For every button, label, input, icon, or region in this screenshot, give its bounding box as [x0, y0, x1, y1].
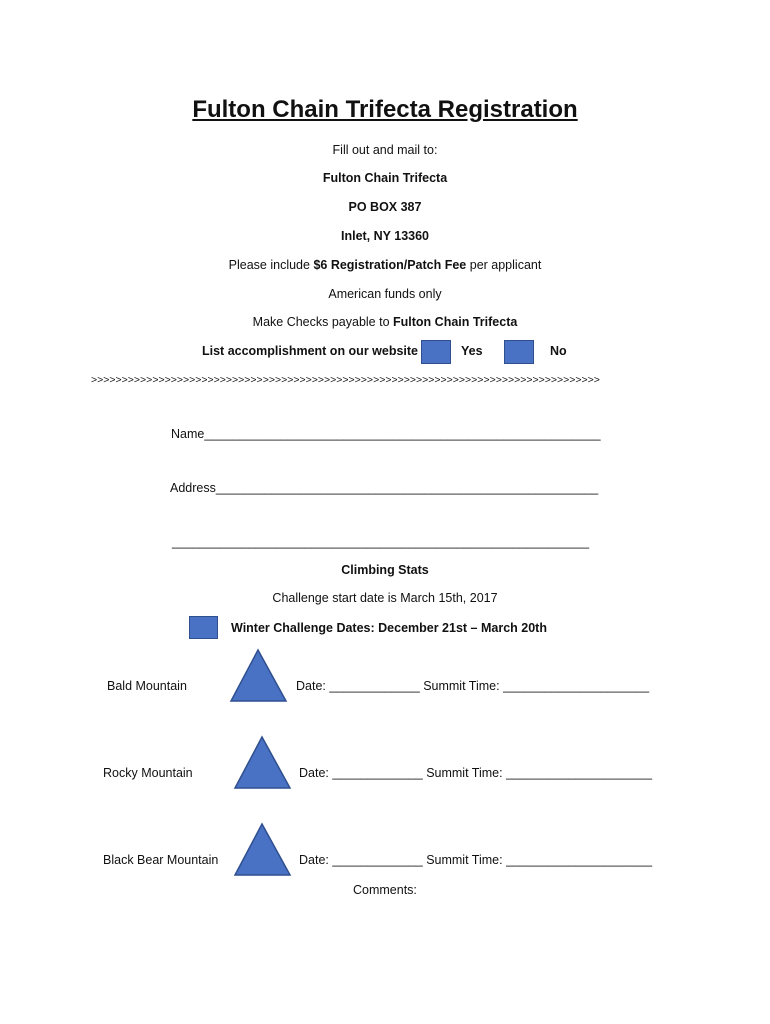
website-question-label: List accomplishment on our website [202, 344, 419, 358]
mountain-entry-black-bear[interactable]: Date: _____________ Summit Time: _____________________ [299, 853, 653, 867]
fee-note [0, 258, 770, 272]
winter-challenge-checkbox[interactable] [189, 616, 218, 639]
mountain-name-black-bear: Black Bear Mountain [103, 853, 219, 867]
website-yes-label: Yes [461, 344, 483, 358]
website-no-checkbox[interactable] [504, 340, 534, 364]
address-line-pobox: PO BOX 387 [348, 200, 422, 214]
checks-note [0, 315, 770, 329]
mountain-entry-rocky[interactable]: Date: _____________ Summit Time: _____________________ [299, 766, 653, 780]
address-line-city: Inlet, NY 13360 [340, 229, 429, 243]
stats-heading: Climbing Stats [341, 563, 429, 577]
checks-prefix: Make Checks payable to [252, 315, 394, 329]
section-divider: >>>>>>>>>>>>>>>>>>>>>>>>>>>>>>>>>>>>>>>>>>>>>>>>>>>>>>>>>>>>>>>>>>>>>>>>>>>>>>>>>>> [91, 374, 600, 386]
fee-prefix: Please include [228, 258, 314, 272]
winter-challenge-dates: Winter Challenge Dates: December 21st – March 20th [231, 621, 547, 635]
fee-amount: $6 Registration/Patch Fee [313, 258, 467, 272]
comments-label: Comments: [353, 883, 417, 897]
fee-suffix: per applicant [466, 258, 542, 272]
name-field[interactable]: Name_________________________________________________________ [171, 427, 601, 441]
mountain-name-bald: Bald Mountain [107, 679, 187, 693]
website-yes-checkbox[interactable] [421, 340, 451, 364]
funds-note: American funds only [328, 287, 442, 301]
address-field-line2[interactable]: ____________________________________________________________ [172, 535, 590, 549]
triangle-icon[interactable] [229, 648, 289, 704]
address-field[interactable]: Address_______________________________________________________ [170, 481, 599, 495]
mail-intro: Fill out and mail to: [332, 143, 438, 157]
challenge-start-date: Challenge start date is March 15th, 2017 [272, 591, 498, 605]
address-line-org: Fulton Chain Trifecta [322, 171, 448, 185]
checks-payee: Fulton Chain Trifecta [393, 315, 518, 329]
triangle-icon[interactable] [233, 735, 293, 791]
website-no-label: No [550, 344, 567, 358]
page-title: Fulton Chain Trifecta Registration [192, 96, 578, 123]
mountain-name-rocky: Rocky Mountain [103, 766, 193, 780]
mountain-entry-bald[interactable]: Date: _____________ Summit Time: _____________________ [296, 679, 650, 693]
triangle-icon[interactable] [233, 822, 293, 878]
